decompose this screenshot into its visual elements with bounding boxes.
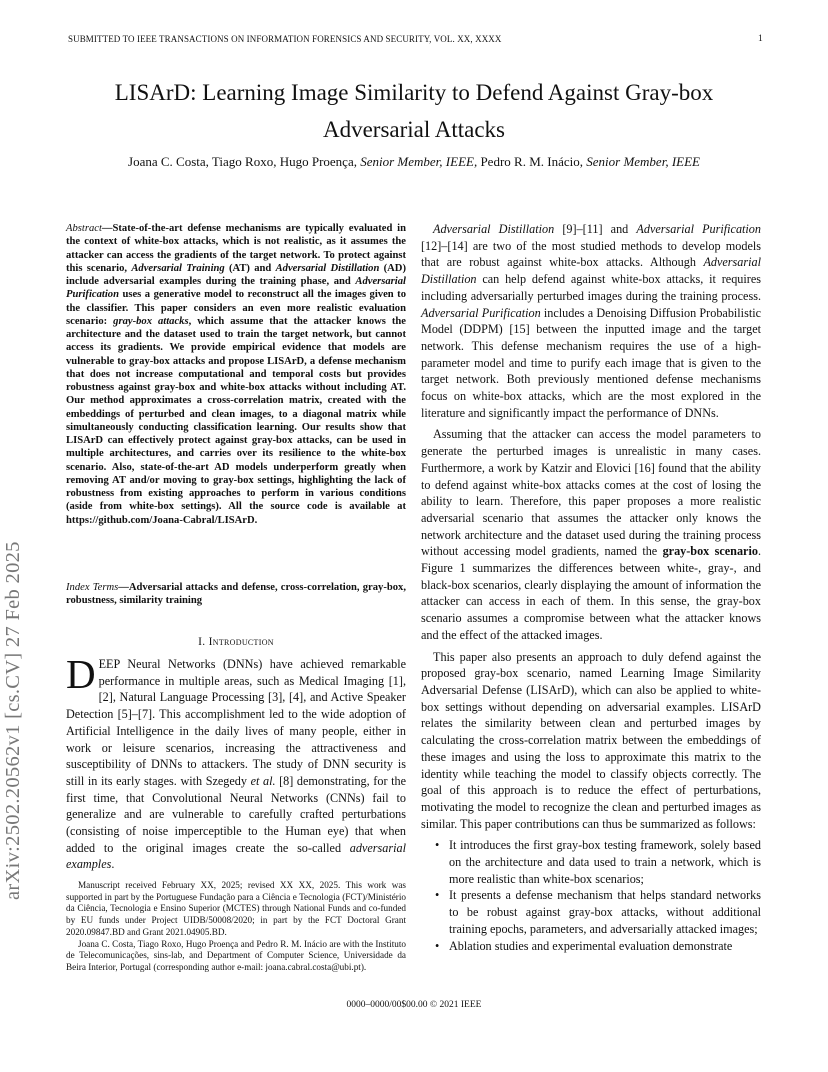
right-column bbox=[421, 221, 761, 954]
abstract-emphasis: Adversarial Training bbox=[131, 262, 225, 274]
authors-part-1: Joana C. Costa, Tiago Roxo, Hugo Proença, bbox=[128, 154, 361, 169]
bullet-icon: • bbox=[435, 838, 440, 853]
body-text: . Figure 1 summarizes the differences between white-, gray-, and black-box scenarios, clearly displaying the amount of information the attacker can access in each of them. In this sense, the gray-box scenario assumes a compromise between what the attacker knows and the effect of the attacked images. bbox=[421, 544, 761, 642]
bullet-icon: • bbox=[435, 938, 440, 953]
contribution-text: It introduces the first gray-box testing framework, solely based on the architecture and data used to train a network, which is more realistic than white-box scenarios; bbox=[449, 838, 761, 886]
footnote-affiliation: Joana C. Costa, Tiago Roxo, Hugo Proença and Pedro R. M. Inácio are with the Instituto de Telecomunicações, sins-lab, and Department of Computer Science, Universidade da Beira Interior, Portugal (corresponding author e-mail: joana.cabral.costa@ubi.pt). bbox=[66, 938, 406, 972]
body-emphasis: Adversarial Purification bbox=[421, 305, 541, 320]
arxiv-identifier: arXiv:2502.20562v1 [cs.CV] 27 Feb 2025 bbox=[2, 541, 24, 900]
footnote bbox=[66, 880, 406, 974]
contribution-text: Ablation studies and experimental evaluation demonstrate bbox=[449, 938, 733, 953]
abstract-label: Abstract bbox=[66, 223, 102, 234]
authors-part-2: Pedro R. M. Inácio, bbox=[477, 154, 587, 169]
body-text: [9]–[11] and bbox=[554, 222, 637, 236]
body-emphasis: Adversarial Purification bbox=[636, 222, 761, 236]
drop-cap: D bbox=[66, 651, 96, 697]
intro-text: [8] demonstrating, for the first time, that Convolutional Neural Networks (CNNs) fail to generalize and are vulnerable to carefully crafted perturbations (consisting of noise imperceptible to the Human eye) that when added to the original images create the so-called bbox=[66, 773, 406, 855]
contribution-item bbox=[435, 938, 761, 955]
title-line-2: Adversarial Attacks bbox=[322, 117, 506, 142]
intro-emphasis: et al. bbox=[250, 773, 276, 788]
body-bold: gray-box scenario bbox=[662, 544, 758, 559]
contribution-list bbox=[421, 837, 761, 954]
abstract-emphasis: gray-box attacks bbox=[113, 315, 189, 327]
section-heading bbox=[66, 636, 406, 648]
body-text: includes a Denoising Diffusion Probabilistic Model (DDPM) [15] between the inputted image and the target network. This defense mechanism requires the use of a high-parameter model and time to purify each image that is given to the target network. Both previously mentioned defense mechanisms focus on white-box attacks, which are the most explored in the literature and significantly impact the performance of DNNs. bbox=[421, 305, 761, 420]
body-text: Assuming that the attacker can access the model parameters to generate the perturbed images is unrealistic in many cases. Furthermore, a work by Katzir and Elovici [16] found that the ability to defend against white-box attacks comes at the cost of losing the ability to learn. Therefore, this paper proposes a more realistic adversarial scenario that assumes the attacker only knows the network architecture and the dataset used during the training process without accessing model gradients, named the bbox=[421, 427, 761, 559]
section-number: I. bbox=[198, 636, 209, 648]
abstract-emphasis: Adversarial Distillation bbox=[275, 262, 380, 274]
index-terms-text: —Adversarial attacks and defense, cross-correlation, gray-box, robustness, similarity training bbox=[66, 582, 406, 607]
bullet-icon: • bbox=[435, 888, 440, 903]
section-title: Introduction bbox=[208, 636, 274, 648]
abstract bbox=[66, 222, 406, 527]
body-text: [12]–[14] are two of the most studied methods to develop models that are robust against white-box attacks. Although bbox=[421, 238, 761, 270]
body-emphasis: Adversarial Distillation bbox=[421, 255, 761, 287]
running-header: SUBMITTED TO IEEE TRANSACTIONS ON INFORMATION FORENSICS AND SECURITY, VOL. XX, XXXX bbox=[68, 34, 502, 44]
contribution-item bbox=[435, 887, 761, 937]
copyright-footer: 0000–0000/00$00.00 © 2021 IEEE bbox=[346, 1000, 482, 1010]
author-role-1: Senior Member, IEEE, bbox=[360, 154, 478, 169]
paragraph-lisard: This paper also presents an approach to duly defend against the proposed gray-box scenario, named Learning Image Similarity Adversarial Defense (LISArD), which can also be applied to white-box settings without depending on adversarial examples. LISArD relates the similarity between clean and perturbed images by calculating the cross-correlation matrix between the embeddings of these images and using the loss to approximate this matrix to the identity while teaching the model to classify objects correctly. The goal of this approach is to reduce the effect of perturbations, motivating the model to recognize the clean and perturbed images as similar. This paper contributions can thus be summarized as follows: bbox=[421, 649, 761, 831]
paper-title bbox=[60, 74, 768, 148]
intro-emphasis: adversarial examples bbox=[66, 840, 406, 872]
contribution-item bbox=[435, 837, 761, 887]
author-list bbox=[40, 154, 788, 170]
abstract-text: , which assume that the attacker knows the architecture and the dataset used to train the target network, but cannot access its gradients. We provide empirical evidence that models are vulnerable to gray-box attacks and propose LISArD, a defense mechanism that does not increase computational and temporal costs but provides robustness against gray-box and white-box attacks without including AT. Our method approximates a cross-correlation matrix, created with the embeddings of perturbed and clean images, to a diagonal matrix while simultaneously conducting classification learning. Our results show that LISArD can effectively protect against gray-box attacks, can be used in multiple architectures, and carries over its resilience to the white-box scenario. Also, state-of-the-art AD models underperform greatly when removing AT and/or moving to gray-box settings, highlighting the lack of robustness from existing approaches to perform in various conditions (aside from white-box settings). All the source code is available at https://github.com/Joana-Cabral/LISArD. bbox=[66, 315, 406, 526]
abstract-text: —State-of-the-art defense mechanisms are typically evaluated in the context of white-box attacks, which is not realistic, as it assumes the attacker can access the gradients of the target network. To protect against this scenario, bbox=[66, 223, 406, 274]
abstract-text: (AD) include adversarial examples during the training phase, and bbox=[66, 262, 406, 287]
footnote-funding: Manuscript received February XX, 2025; revised XX XX, 2025. This work was supported in part by the Portuguese Fundação para a Ciência e Tecnologia (FCT)/Ministério da Ciência, Tecnologia e Ensino Superior (MCTES) through National Funds and co-funded by EU funds under Project UIDB/50008/2020; in part by the FCT Doctoral Grant 2020.09847.BD and Grant 2021.04905.BD. bbox=[66, 880, 406, 937]
contribution-text: It presents a defense mechanism that helps standard networks to be robust against gray-box attacks, without additional training epochs, parameters, and adversarially attacked images; bbox=[449, 888, 761, 936]
introduction-paragraph bbox=[66, 651, 406, 873]
page-number: 1 bbox=[758, 34, 763, 44]
body-emphasis: Adversarial Distillation bbox=[433, 222, 555, 236]
intro-text: . bbox=[111, 857, 115, 872]
paragraph-gray-box bbox=[421, 426, 761, 643]
intro-text: EEP Neural Networks (DNNs) have achieved remarkable performance in multiple areas, such as Medical Imaging [1], [2], Natural Language Processing [3], [4], and Active Speaker Detection [5]–[7]. This accomplishment led to the wide adoption of Artificial Intelligence in the daily lives of many people, either in work or leisure scenarios, increasing the attractiveness and susceptibility of DNNs to attackers. The study of DNN security is still in its early stages. with Szegedy bbox=[66, 657, 406, 788]
abstract-text: (AT) and bbox=[224, 262, 276, 274]
abstract-emphasis: Adversarial Purification bbox=[66, 276, 406, 301]
index-terms-label: Index Terms bbox=[66, 582, 119, 593]
abstract-text: uses a generative model to reconstruct all the images given to the classifier. This paper considers an even more realistic evaluation scenario: bbox=[66, 289, 406, 327]
index-terms bbox=[66, 581, 406, 608]
paragraph-defenses bbox=[421, 221, 761, 421]
body-text: can help defend against white-box attacks, it requires including adversarially perturbed images during the training process. bbox=[421, 272, 761, 303]
author-role-2: Senior Member, IEEE bbox=[586, 154, 700, 169]
title-line-1: LISArD: Learning Image Similarity to Defend Against Gray-box bbox=[114, 80, 714, 105]
